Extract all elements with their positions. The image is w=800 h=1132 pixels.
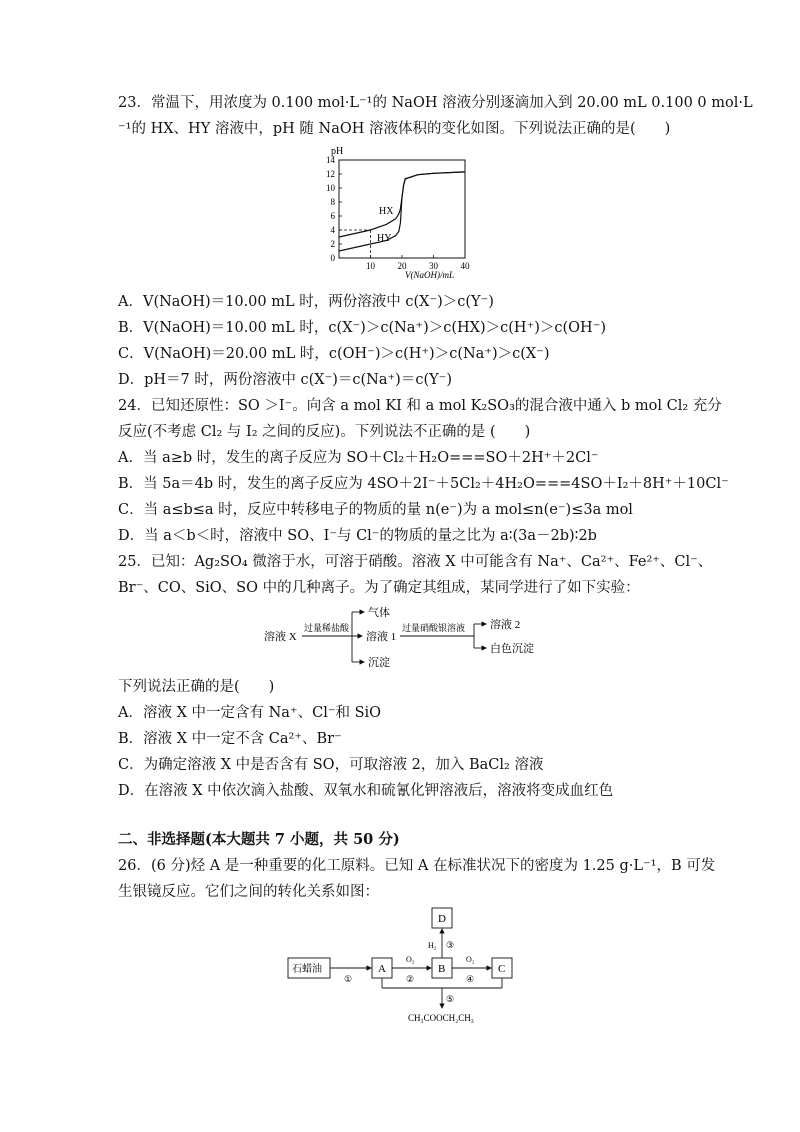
q25-option-c: C．为确定溶液 X 中是否含有 SO，可取溶液 2，加入 BaCl₂ 溶液 — [118, 757, 544, 773]
flow-solution-2: 溶液 2 — [490, 619, 521, 631]
step-5: ⑤ — [446, 994, 455, 1004]
label-a: A — [378, 963, 386, 975]
q24-option-c: C．当 a≤b≤a 时，反应中转移电子的物质的量 n(e⁻)为 a mol≤n(e⁻)≤3a mol — [118, 502, 633, 518]
reagent-h2: H₂ — [428, 941, 437, 950]
flow-start-solution-x: 溶液 X — [264, 631, 297, 643]
y-tick-label: 0 — [330, 253, 335, 263]
label-d: D — [438, 913, 446, 925]
reagent-o2-b: O₂ — [466, 955, 475, 964]
series-line-hy — [339, 172, 465, 251]
product-ethyl-acetate: CH₃COOCH₂CH₃ — [408, 1013, 474, 1023]
q24-stem-line1: 24．已知还原性：SO ＞I⁻。向含 a mol KI 和 a mol K₂SO₃的混合液中通入 b mol Cl₂ 充分 — [118, 398, 722, 414]
y-tick-label: 2 — [330, 239, 335, 249]
y-tick-label: 12 — [326, 169, 335, 179]
flow-step1-label: 过量稀盐酸 — [304, 623, 350, 633]
step-4: ④ — [466, 974, 475, 984]
reagent-o2-a: O₂ — [406, 955, 415, 964]
label-paraffin-oil: 石蜡油 — [292, 964, 322, 975]
section-heading: 二、非选择题(本大题共 7 小题，共 50 分) — [118, 831, 400, 848]
q26-flowchart — [286, 904, 526, 1026]
x-axis-ticks — [339, 255, 470, 271]
q24-option-a: A．当 a≥b 时，发生的离子反应为 SO＋Cl₂＋H₂O===SO＋2H⁺＋2Cl⁻ — [118, 450, 599, 466]
flow-precipitate: 沉淀 — [368, 657, 390, 669]
q23-option-a: A．V(NaOH)＝10.00 mL 时，两份溶液中 c(X⁻)＞c(Y⁻) — [118, 294, 494, 310]
plot-frame — [339, 160, 465, 258]
q25-stem-line1: 25．已知：Ag₂SO₄ 微溶于水，可溶于硝酸。溶液 X 中可能含有 Na⁺、Ca²⁺、Fe²⁺、Cl⁻、 — [118, 554, 713, 570]
q25-option-d: D．在溶液 X 中依次滴入盐酸、双氧水和硫氰化钾溶液后，溶液将变成血红色 — [118, 783, 614, 799]
y-tick-label: 4 — [330, 225, 335, 235]
q26-stem-line1: 26．(6 分)烃 A 是一种重要的化工原料。已知 A 在标准状况下的密度为 1.25 g·L⁻¹，B 可发 — [118, 858, 716, 874]
q23-stem-line1: 23．常温下，用浓度为 0.100 mol·L⁻¹的 NaOH 溶液分别逐滴加入到 20.00 mL 0.100 0 mol·L — [118, 95, 753, 111]
label-b: B — [438, 963, 446, 975]
x-tick-label: 10 — [366, 261, 375, 271]
q24-stem-line2: 反应(不考虑 Cl₂ 与 I₂ 之间的反应)。下列说法不正确的是 ( ) — [118, 424, 531, 440]
series-label-hx: HX — [379, 206, 394, 217]
x-tick-label: 20 — [397, 261, 407, 271]
q25-option-b: B．溶液 X 中一定不含 Ca²⁺、Br⁻ — [118, 731, 342, 747]
q26-stem-line2: 生银镜反应。它们之间的转化关系如图： — [118, 884, 379, 900]
q23-option-c: C．V(NaOH)＝20.00 mL 时，c(OH⁻)＞c(H⁺)＞c(Na⁺)＞c(X⁻) — [118, 346, 550, 362]
flow-step2-label: 过量硝酸银溶液 — [402, 623, 466, 633]
step-2: ② — [406, 974, 415, 984]
y-tick-label: 14 — [326, 155, 335, 165]
q23-stem-line2: ⁻¹的 HX、HY 溶液中，pH 随 NaOH 溶液体积的变化如图。下列说法正确的是( ) — [118, 121, 671, 137]
y-axis-label: pH — [331, 146, 344, 157]
y-tick-label: 6 — [330, 211, 335, 221]
q23-option-b: B．V(NaOH)＝10.00 mL 时，c(X⁻)＞c(Na⁺)＞c(HX)＞c(H⁺)＞c(OH⁻) — [118, 320, 607, 336]
q25-stem-line2: Br⁻、CO、SiO、SO 中的几种离子。为了确定其组成，某同学进行了如下实验： — [118, 580, 640, 596]
y-axis-ticks — [326, 155, 342, 263]
q23-titration-chart — [305, 140, 495, 280]
x-tick-label: 40 — [460, 261, 470, 271]
step-1: ① — [344, 974, 353, 984]
step-3: ③ — [446, 940, 455, 950]
x-tick-label: 30 — [429, 261, 438, 271]
label-c: C — [498, 963, 506, 975]
flow-gas: 气体 — [368, 607, 390, 619]
q23-option-d: D．pH＝7 时，两份溶液中 c(X⁻)＝c(Na⁺)＝c(Y⁻) — [118, 372, 452, 388]
q25-ask: 下列说法正确的是( ) — [118, 679, 275, 695]
flow-solution-1: 溶液 1 — [366, 631, 397, 643]
x-axis-label: V(NaOH)/mL — [405, 270, 454, 280]
y-tick-label: 8 — [330, 197, 335, 207]
q24-option-d: D．当 a＜b＜时，溶液中 SO、I⁻与 Cl⁻的物质的量之比为 a∶(3a－2b)∶2b — [118, 528, 597, 544]
q25-option-a: A．溶液 X 中一定含有 Na⁺、Cl⁻和 SiO — [118, 705, 382, 721]
series-label-hy: HY — [377, 233, 392, 244]
q24-option-b: B．当 5a＝4b 时，发生的离子反应为 4SO＋2I⁻＋5Cl₂＋4H₂O===4SO＋I₂＋8H⁺＋10Cl⁻ — [118, 476, 729, 492]
flow-white-precipitate: 白色沉淀 — [490, 643, 534, 655]
q25-flowchart — [258, 600, 558, 672]
y-tick-label: 10 — [326, 183, 335, 193]
